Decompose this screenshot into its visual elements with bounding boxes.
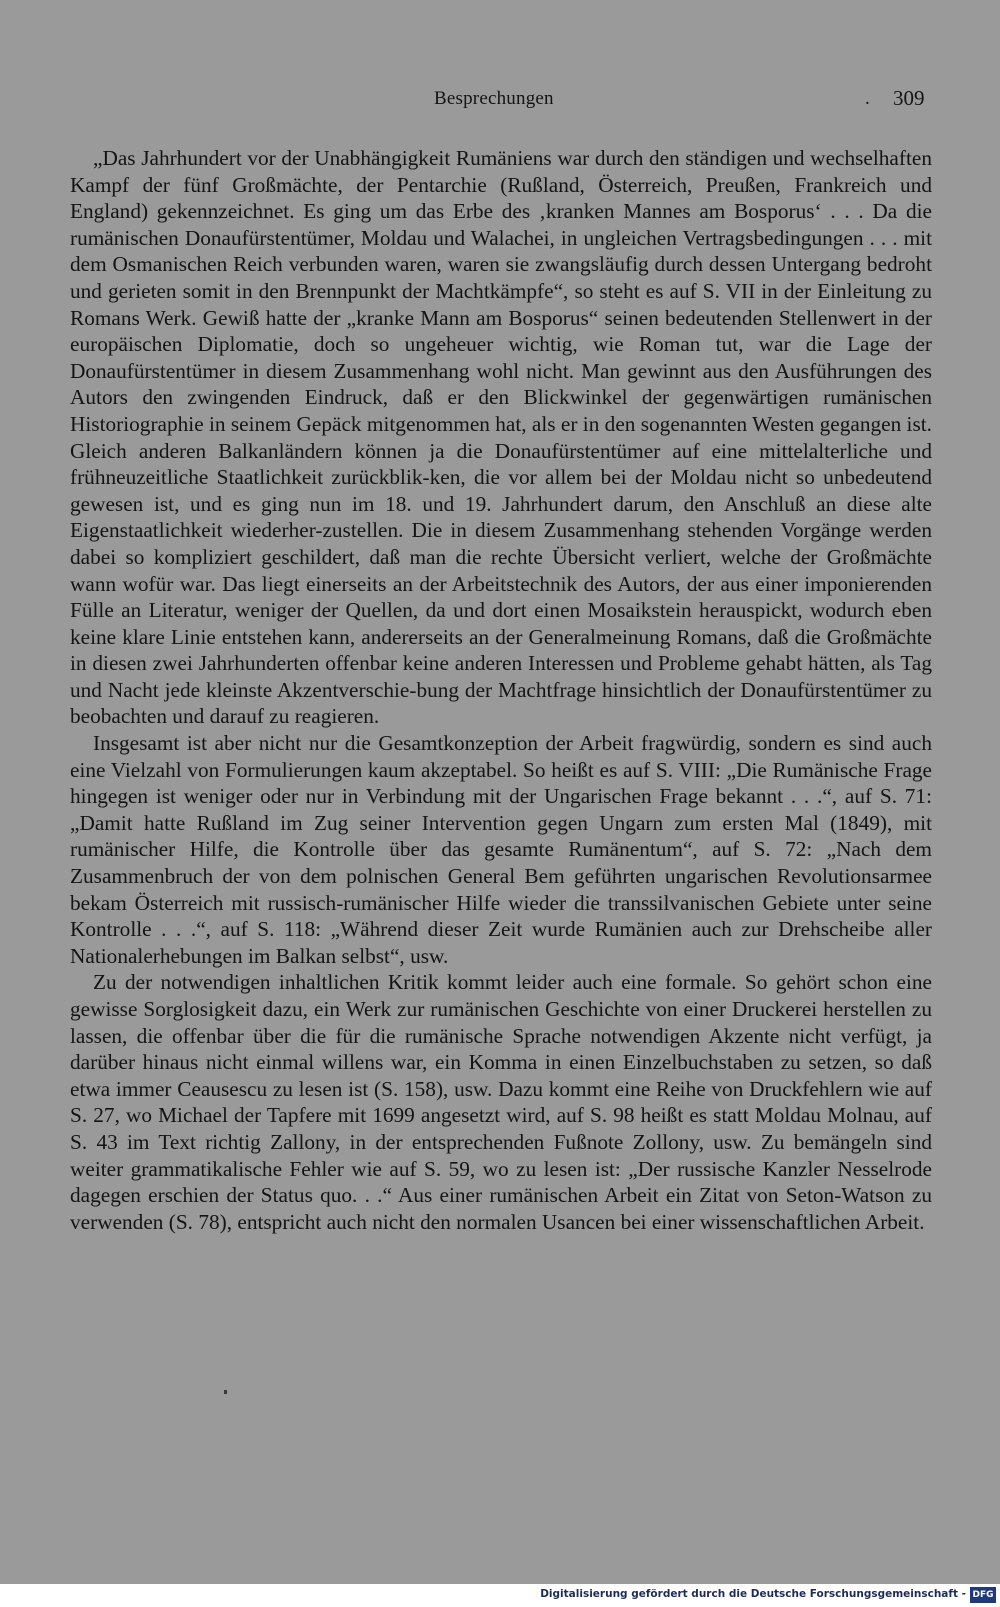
dfg-logo-icon: DFG: [970, 1587, 996, 1603]
header-dot: .: [865, 88, 870, 109]
digitization-footer: [0, 1584, 1000, 1607]
paragraph-3: Zu der notwendigen inhaltlichen Kritik kommt leider auch eine formale. So gehört schon eine gewisse Sorglosigkeit dazu, ein Werk zur rumänischen Geschichte von einer Druckerei herstellen zu lassen, die offenbar über die für die rumänische Sprache notwendigen Akzente nicht verfügt, ja darüber hinaus nicht einmal willens war, ein Komma in einen Einzelbuchstaben zu setzen, so daß etwa immer Ceausescu zu lesen ist (S. 158), usw. Dazu kommt eine Reihe von Druckfehlern wie auf S. 27, wo Michael der Tapfere mit 1699 angesetzt wird, auf S. 98 heißt es statt Moldau Molnau, auf S. 43 im Text richtig Zallony, in der entsprechenden Fußnote Zollony, usw. Zu bemängeln sind weiter grammatikalische Fehler wie auf S. 59, wo zu lesen ist: „Der russische Kanzler Nesselrode dagegen erschien der Status quo. . .“ Aus einer rumänischen Arbeit ein Zitat von Seton-Watson zu verwenden (S. 78), entspricht auch nicht den normalen Usancen bei einer wissenschaftlichen Arbeit.: [70, 970, 932, 1234]
paragraph-1: „Das Jahrhundert vor der Unabhängigkeit Rumäniens war durch den ständigen und wechselhaften Kampf der fünf Großmächte, der Pentarchie (Rußland, Österreich, Preußen, Frankreich und England) gekennzeichnet. Es ging um das Erbe des ‚kranken Mannes am Bosporus‘ . . . Da die rumänischen Donaufürstentümer, Moldau und Walachei, in ungleichen Vertragsbedingungen . . . mit dem Osmanischen Reich verbunden waren, waren sie zwangsläufig durch dessen Untergang bedroht und gerieten somit in den Brennpunkt der Machtkämpfe“, so steht es auf S. VII in der Einleitung zu Romans Werk. Gewiß hatte der „kranke Mann am Bosporus“ seinen bedeutenden Stellenwert in der europäischen Diplomatie, doch so ungeheuer wichtig, wie Roman tut, war die Lage der Donaufürstentümer in diesem Zusammenhang wohl nicht. Man gewinnt aus den Ausführungen des Autors den zwingenden Eindruck, daß er den Blickwinkel der gegenwärtigen rumänischen Historiographie in seinem Gepäck mitgenommen hat, als er in den sogenannten Westen gegangen ist. Gleich anderen Balkanländern können ja die Donaufürstentümer auf eine mittelalterliche und frühneuzeitliche Staatlichkeit zurückblik-ken, die vor allem bei der Moldau nicht so unbedeutend gewesen ist, und es ging nun im 18. und 19. Jahrhundert darum, den Anschluß an diese alte Eigenstaatlichkeit wiederher-zustellen. Die in diesem Zusammenhang stehenden Vorgänge werden dabei so kompliziert geschildert, daß man die rechte Übersicht verliert, welche der Großmächte wann wofür war. Das liegt einerseits an der Arbeitstechnik des Autors, der aus einer imponierenden Fülle an Literatur, weniger der Quellen, da und dort einen Mosaikstein herauspickt, wodurch eben keine klare Linie entstehen kann, andererseits an der Generalmeinung Romans, daß die Großmächte in diesen zwei Jahrhunderten offenbar keine anderen Interessen und Probleme gehabt hätten, als Tag und Nacht jede kleinste Akzentverschie-bung der Machtfrage hinsichtlich der Donaufürstentümer zu beobachten und darauf zu reagieren.: [70, 146, 932, 729]
page-number: 309: [893, 86, 925, 110]
paragraph-2: Insgesamt ist aber nicht nur die Gesamtkonzeption der Arbeit fragwürdig, sondern es sind auch eine Vielzahl von Formulierungen kaum akzeptabel. So heißt es auf S. VIII: „Die Rumänische Frage hingegen ist weniger oder nur in Verbindung mit der Ungarischen Frage bekannt . . .“, auf S. 71: „Damit hatte Rußland im Zug seiner Intervention gegen Ungarn zum ersten Mal (1849), mit rumänischer Hilfe, die Kontrolle über das gesamte Rumänentum“, auf S. 72: „Nach dem Zusammenbruch der von dem polnischen General Bem geführten ungarischen Revolutionsarmee bekam Österreich mit russisch-rumänischer Hilfe wieder die transsilvanischen Gebiete unter seine Kontrolle . . .“, auf S. 118: „Während dieser Zeit wurde Rumänien auch zur Drehscheibe aller Nationalerhebungen im Balkan selbst“, usw.: [70, 731, 932, 968]
page-header: [0, 88, 1000, 118]
scan-artifact-mark: [224, 1390, 227, 1394]
review-body-text: [70, 145, 932, 1235]
funding-credit: Digitalisierung gefördert durch die Deutsche Forschungsgemeinschaft -: [540, 1588, 966, 1600]
running-title: Besprechungen: [434, 88, 554, 109]
